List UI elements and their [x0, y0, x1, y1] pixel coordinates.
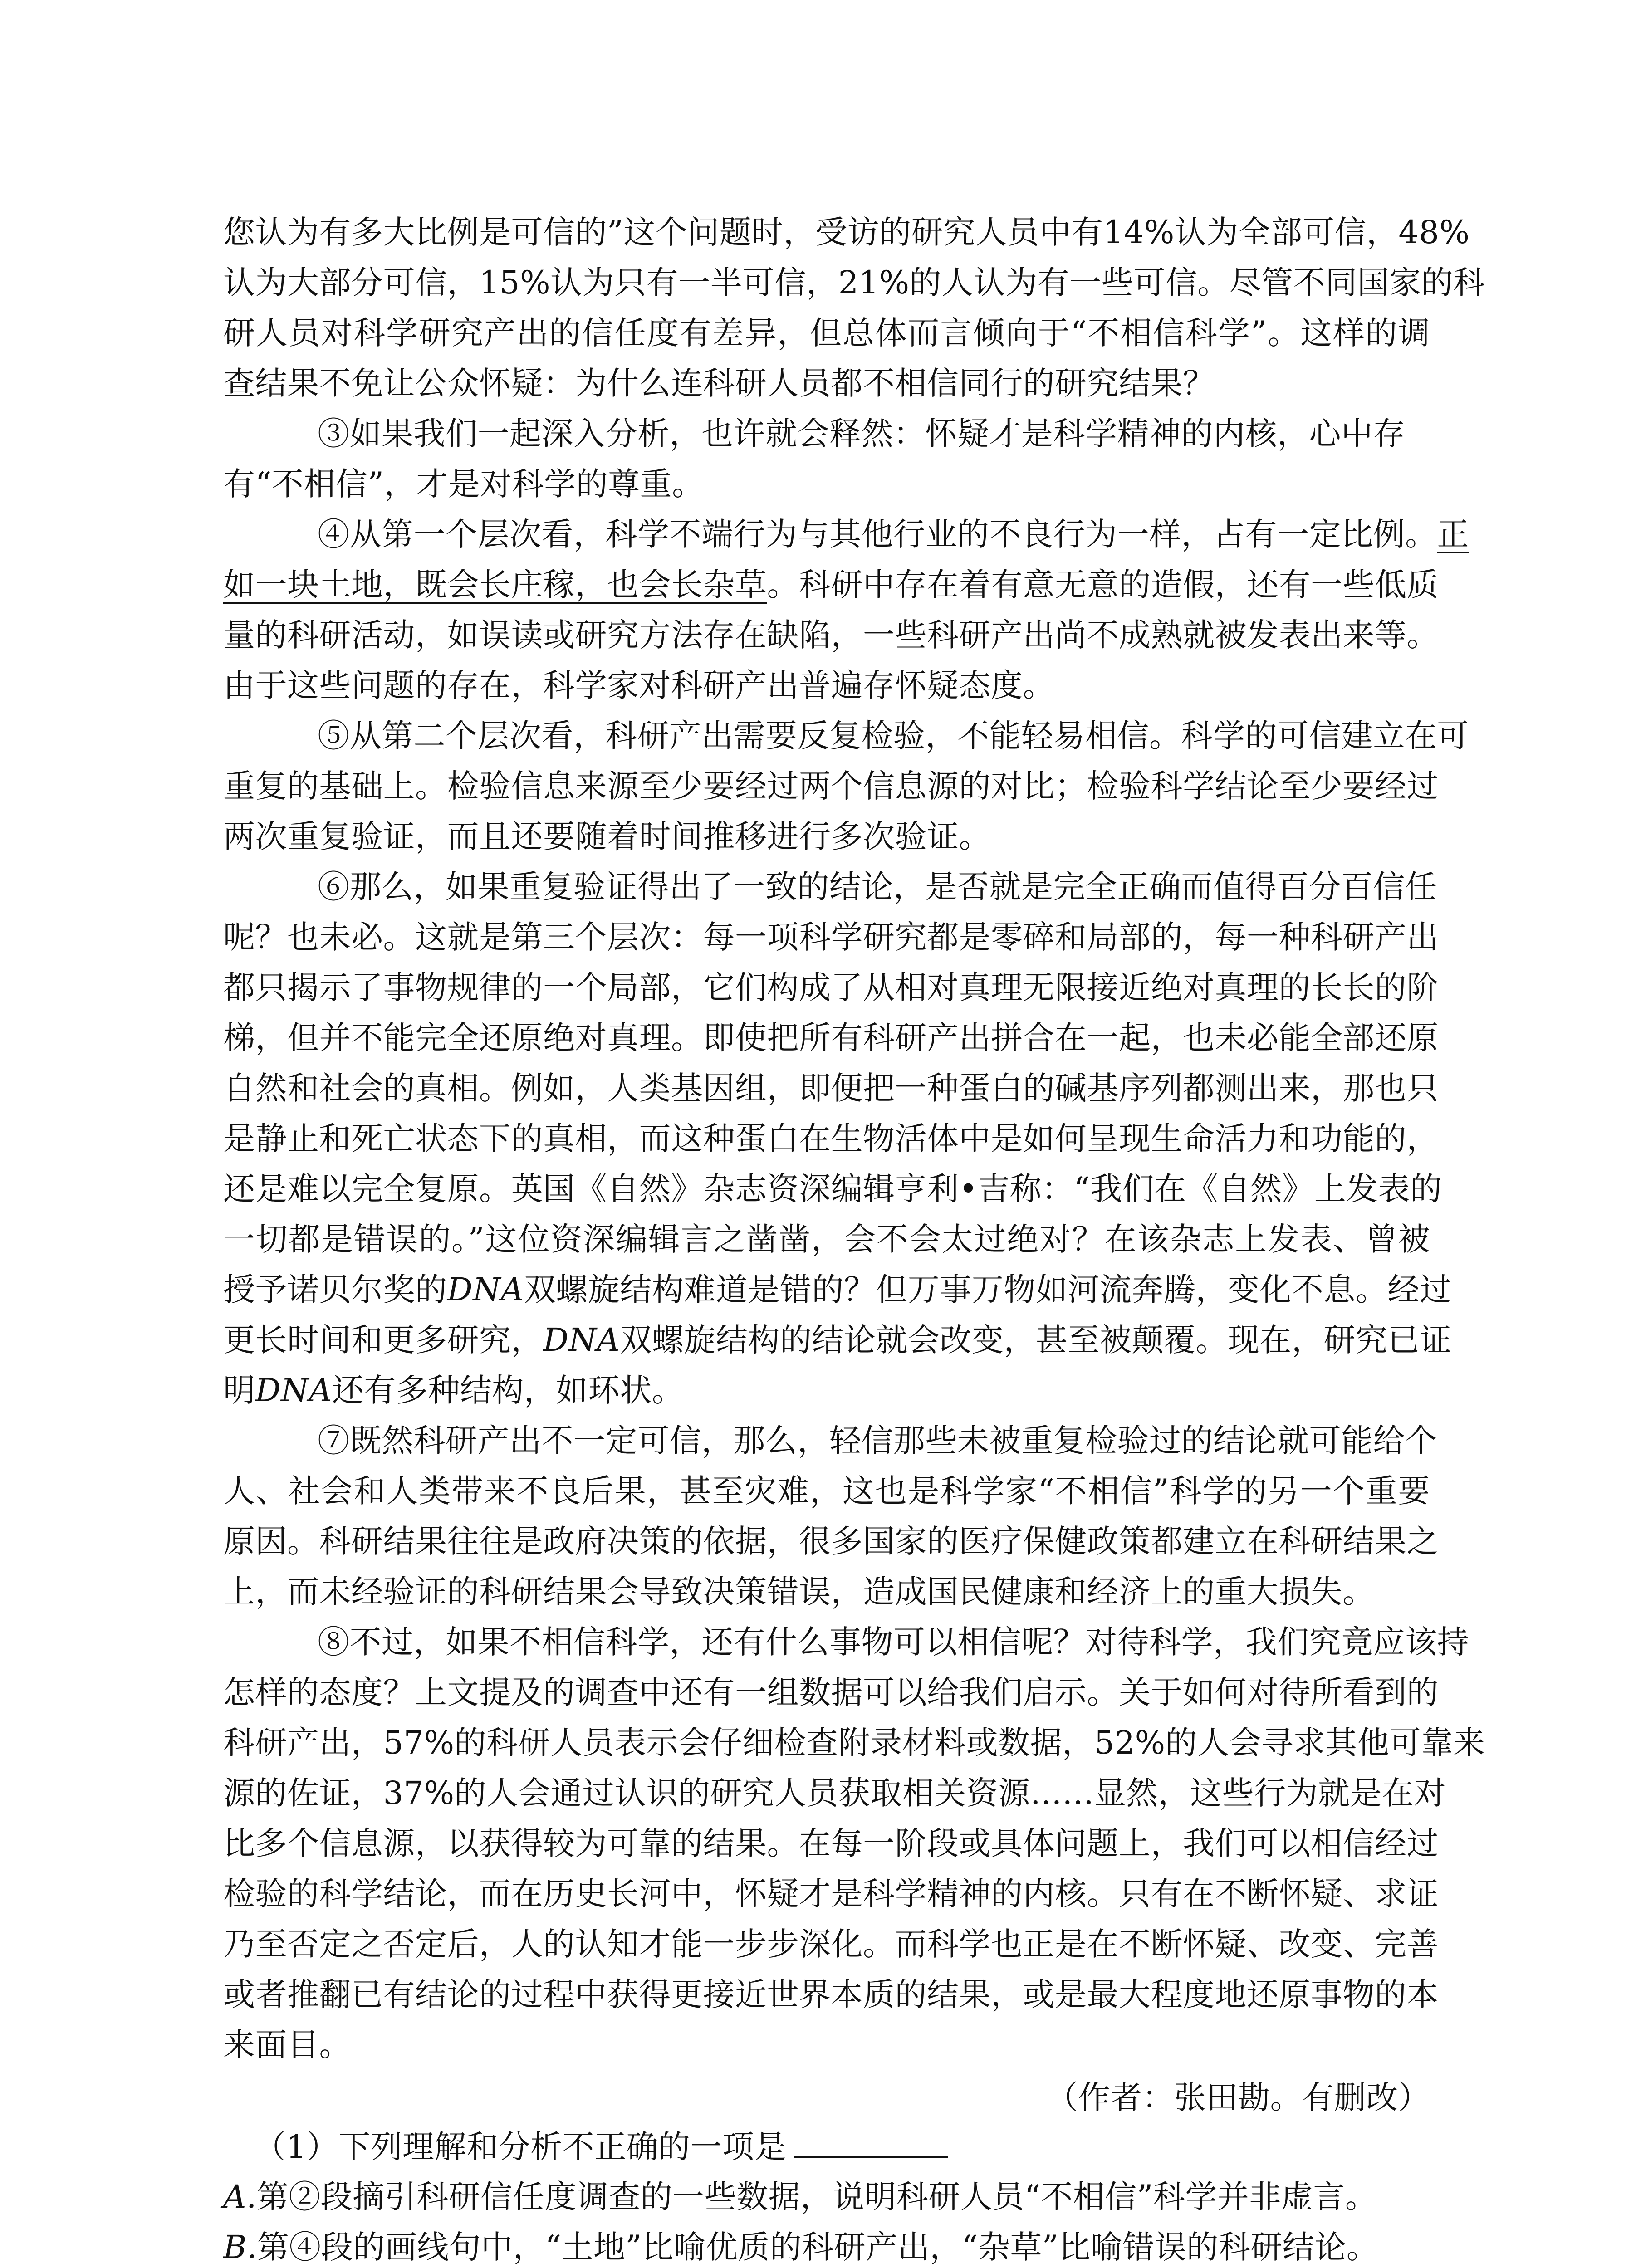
text-line: 是静止和死亡状态下的真相，而这种蛋白在生物活体中是如何呈现生命活力和功能的，: [223, 1120, 1439, 1157]
text-line: [318, 512, 1469, 557]
text-line: 由于这些问题的存在，科学家对科研产出普遍存怀疑态度。: [223, 667, 1055, 704]
text-segment: 。科研中存在着有意无意的造假，还有一些低质: [767, 566, 1439, 603]
text-line: 有“不相信”，才是对科学的尊重。: [223, 465, 704, 503]
text-line: 比多个信息源，以获得较为可靠的结果。在每一阶段或具体问题上，我们可以相信经过: [223, 1825, 1439, 1862]
text-line: 源的佐证，37%的人会通过认识的研究人员获取相关资源……显然，这些行为就是在对: [223, 1774, 1446, 1812]
text-line: ⑦既然科研产出不一定可信，那么，轻信那些未被重复检验过的结论就可能给个: [318, 1422, 1437, 1459]
text-line: 检验的科学结论，而在历史长河中，怀疑才是科学精神的内核。只有在不断怀疑、求证: [223, 1875, 1439, 1912]
text-line: 原因。科研结果往往是政府决策的依据，很多国家的医疗保健政策都建立在科研结果之: [223, 1523, 1439, 1560]
text-line: 人、社会和人类带来不良后果，甚至灾难，这也是科学家“不相信”科学的另一个重要: [223, 1472, 1430, 1510]
text-line: 查结果不免让公众怀疑：为什么连科研人员都不相信同行的研究结果？: [223, 365, 1215, 402]
text-line: 科研产出，57%的科研人员表示会仔细检查附录材料或数据，52%的人会寻求其他可靠来: [223, 1724, 1485, 1761]
text-line: [223, 1368, 1430, 1413]
text-segment: ④从第一个层次看，科学不端行为与其他行业的不良行为一样，占有一定比例。: [318, 516, 1437, 553]
text-line: ⑤从第二个层次看，科研产出需要反复检验，不能轻易相信。科学的可信建立在可: [318, 717, 1469, 754]
text-line: [223, 562, 1439, 607]
text-line: ③如果我们一起深入分析，也许就会释然：怀疑才是科学精神的内核，心中存: [318, 415, 1405, 452]
option-label: A.: [223, 2178, 257, 2215]
text-segment: 双螺旋结构难道是错的？但万事万物如河流奔腾，变化不息。经过: [524, 1271, 1452, 1308]
text-line: 还是难以完全复原。英国《自然》杂志资深编辑亨利•吉称：“我们在《自然》上发表的: [223, 1170, 1442, 1207]
option-text: 第②段摘引科研信任度调查的一些数据，说明科研人员“不相信”科学并非虚言。: [256, 2178, 1377, 2215]
attribution: （作者：张田勘。有删改）: [1046, 2079, 1430, 2116]
answer-blank[interactable]: [794, 2124, 948, 2158]
dna-term: DNA: [447, 1271, 524, 1308]
text-line: 认为大部分可信，15%认为只有一半可信，21%的人认为有一些可信。尽管不同国家的科: [223, 264, 1485, 301]
text-segment: 双螺旋结构的结论就会改变，甚至被颠覆。现在，研究已证: [620, 1321, 1452, 1359]
text-line: ⑧不过，如果不相信科学，还有什么事物可以相信呢？对待科学，我们究竟应该持: [318, 1623, 1469, 1661]
option-label: B.: [223, 2229, 257, 2266]
text-line: 呢？也未必。这就是第三个层次：每一项科学研究都是零碎和局部的，每一种科研产出: [223, 919, 1439, 956]
question-stem: [254, 2124, 1430, 2169]
text-line: 重复的基础上。检验信息来源至少要经过两个信息源的对比；检验科学结论至少要经过: [223, 767, 1439, 805]
text-line: 来面目。: [223, 2026, 351, 2063]
text-line: 或者推翻已有结论的过程中获得更接近世界本质的结果，或是最大程度地还原事物的本: [223, 1976, 1439, 2013]
option-a: [223, 2174, 1430, 2219]
text-line: 上，而未经验证的科研结果会导致决策错误，造成国民健康和经济上的重大损失。: [223, 1573, 1375, 1610]
text-line: [223, 1317, 1452, 1363]
text-line: 量的科研活动，如误读或研究方法存在缺陷，一些科研产出尚不成熟就被发表出来等。: [223, 616, 1439, 654]
text-line: [223, 1267, 1452, 1312]
text-segment: 明: [223, 1372, 255, 1409]
text-line: 自然和社会的真相。例如，人类基因组，即便把一种蛋白的碱基序列都测出来，那也只: [223, 1070, 1439, 1107]
text-line: ⑥那么，如果重复验证得出了一致的结论，是否就是完全正确而值得百分百信任: [318, 868, 1437, 905]
text-segment: 还有多种结构，如环状。: [332, 1372, 684, 1409]
text-segment: 授予诺贝尔奖的: [223, 1271, 447, 1308]
underlined-sentence: 如一块土地，既会长庄稼，也会长杂草: [223, 566, 767, 603]
text-line: 怎样的态度？上文提及的调查中还有一组数据可以给我们启示。关于如何对待所看到的: [223, 1674, 1439, 1711]
option-b: [223, 2224, 1430, 2268]
text-line: 一切都是错误的。”这位资深编辑言之凿凿，会不会太过绝对？在该杂志上发表、曾被: [223, 1221, 1430, 1258]
dna-term: DNA: [543, 1321, 620, 1359]
option-text: 第④段的画线句中，“土地”比喻优质的科研产出，“杂草”比喻错误的科研结论。: [257, 2229, 1379, 2266]
underlined-sentence: 正: [1437, 516, 1469, 553]
text-segment: 更长时间和更多研究，: [223, 1321, 543, 1359]
text-line: 乃至否定之否定后，人的认知才能一步步深化。而科学也正是在不断怀疑、改变、完善: [223, 1926, 1439, 1963]
question-text: （1）下列理解和分析不正确的一项是: [254, 2128, 787, 2165]
text-line: 梯，但并不能完全还原绝对真理。即使把所有科研产出拼合在一起，也未必能全部还原: [223, 1019, 1439, 1056]
text-line: 您认为有多大比例是可信的”这个问题时，受访的研究人员中有14%认为全部可信，48%: [223, 214, 1470, 251]
text-line: 都只揭示了事物规律的一个局部，它们构成了从相对真理无限接近绝对真理的长长的阶: [223, 969, 1439, 1006]
text-line: 两次重复验证，而且还要随着时间推移进行多次验证。: [223, 818, 991, 855]
text-line: 研人员对科学研究产出的信任度有差异，但总体而言倾向于“不相信科学”。这样的调: [223, 314, 1430, 352]
dna-term: DNA: [255, 1372, 332, 1409]
